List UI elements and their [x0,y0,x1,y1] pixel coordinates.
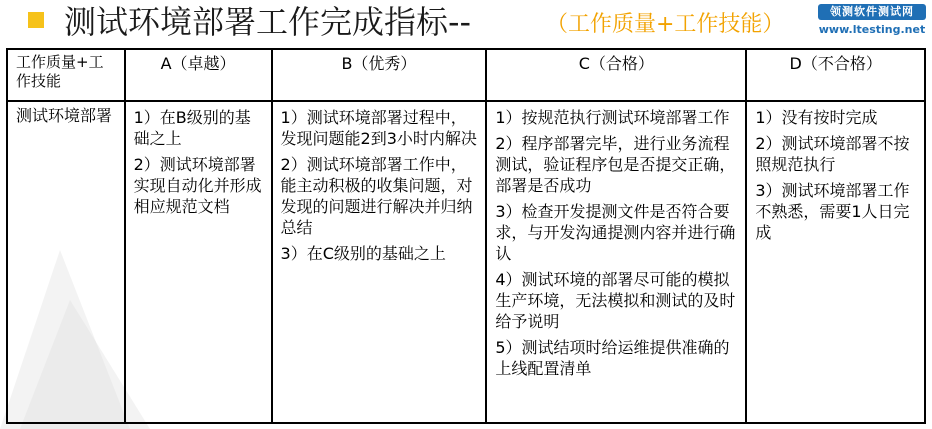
criteria-table-wrap [6,48,926,424]
criterion-item: 2）测试环境部署工作中，能主动积极的收集问题，对发现的问题进行解决并归纳总结 [280,155,473,237]
criterion-item: 2）程序部署完毕，进行业务流程测试，验证程序包是否提交正确，部署是否成功 [495,134,736,195]
criterion-item: 2）测试环境部署不按照规范执行 [755,134,910,174]
brand-name: 领测软件测试网 [818,4,926,20]
criterion-item: 1）按规范执行测试环境部署工作 [495,108,730,127]
header-grade-a: A（卓越） [125,49,272,101]
criterion-item: 3）检查开发提测文件是否符合要求，与开发沟通提测内容并进行确认 [495,202,736,263]
cell-grade-d [746,101,925,423]
brand-logo [818,4,926,40]
table-row [7,101,925,423]
criterion-item: 3）在C级别的基础之上 [280,244,446,263]
title-bullet-icon [28,12,44,28]
page-subtitle: （工作质量+工作技能） [546,12,785,37]
header-grade-b: B（优秀） [272,49,487,101]
criterion-item: 3）测试环境部署工作不熟悉，需要1人日完成 [755,181,910,242]
criteria-table [6,48,926,424]
row-label: 测试环境部署 [7,101,125,423]
criterion-item: 4）测试环境的部署尽可能的模拟生产环境，无法模拟和测试的及时给予说明 [495,270,736,331]
table-header-row [7,49,925,101]
header-quality-skill: 工作质量+工作技能 [7,49,125,101]
brand-url: www.ltesting.net [818,23,926,36]
cell-grade-b [272,101,487,423]
title-row [0,0,932,46]
criterion-item: 2）测试环境部署实现自动化并形成相应规范文档 [133,155,262,216]
page-title: 测试环境部署工作完成指标-- [64,3,472,41]
criterion-item: 1）没有按时完成 [755,108,878,127]
header-grade-d: D（不合格） [746,49,925,101]
header-grade-c: C（合格） [486,49,746,101]
criterion-item: 5）测试结项时给运维提供准确的上线配置清单 [495,338,730,378]
criterion-item: 1）测试环境部署过程中，发现问题能2到3小时内解决 [280,108,477,148]
cell-grade-a [125,101,272,423]
cell-grade-c [486,101,746,423]
criterion-item: 1）在B级别的基础之上 [133,108,251,148]
